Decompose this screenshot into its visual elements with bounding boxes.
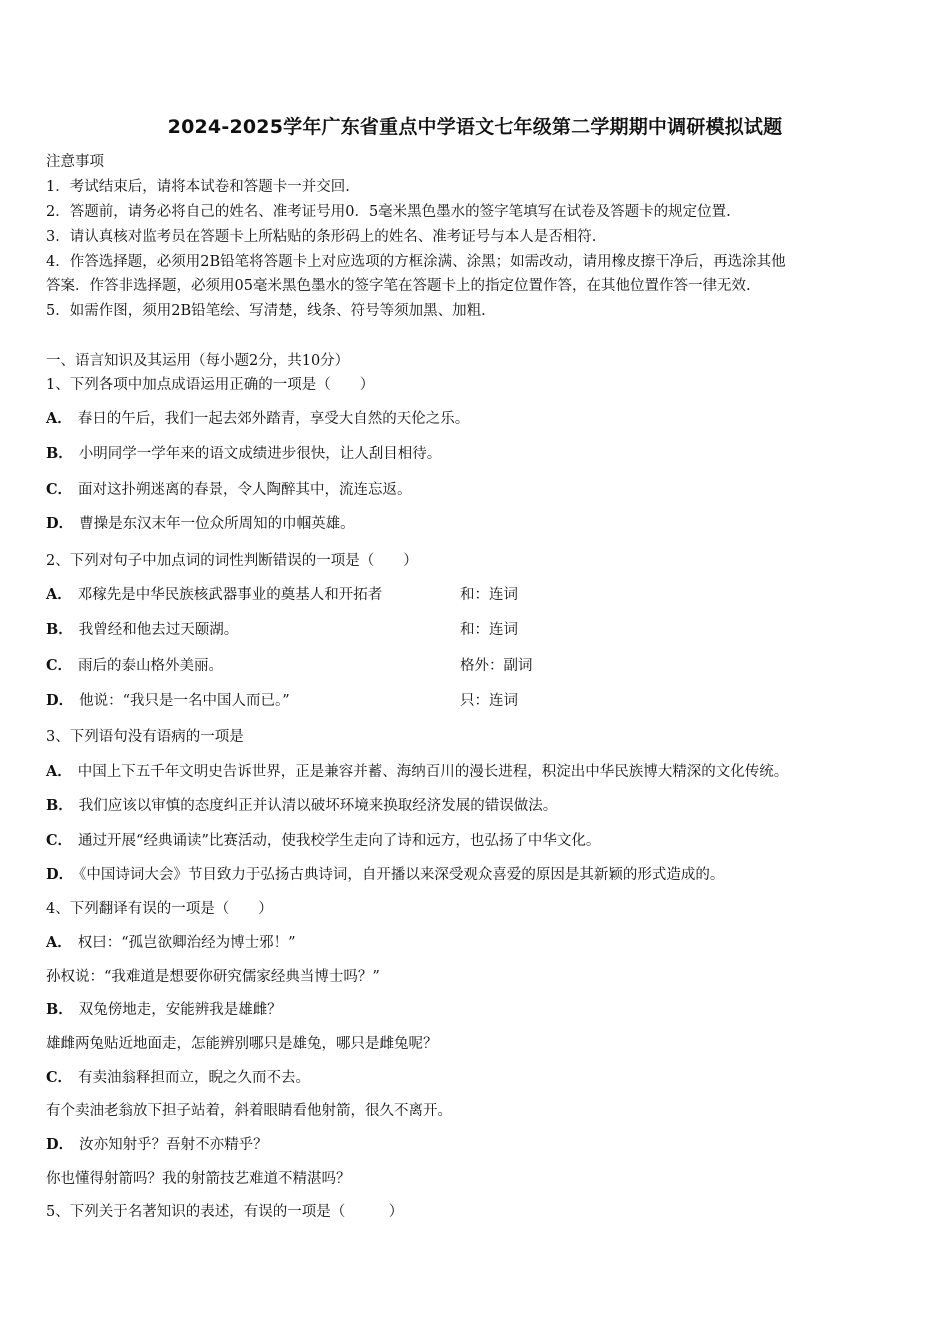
option-text: 我曾经和他去过天颐湖。 xyxy=(78,622,239,638)
option-text: 汝亦知射乎？吾射不亦精乎？ xyxy=(79,1137,268,1153)
option-label: D． xyxy=(46,1136,74,1153)
translation-text: 有个卖油老翁放下担子站着，斜着眼睛看他射箭，很久不离开。 xyxy=(46,1103,452,1119)
option-row xyxy=(46,1001,282,1019)
option-label: D． xyxy=(46,866,74,883)
option-label: B． xyxy=(46,797,73,814)
option-row xyxy=(46,934,296,952)
notice-item: 答案．作答非选择题，必须用05毫米黑色墨水的签字笔在答题卡上的指定位置作答，在其他位置作答一律无效. xyxy=(46,278,751,294)
option-label: D． xyxy=(46,515,74,532)
word-class-tag: 和：连词 xyxy=(460,622,518,638)
page-title: 2024-2025学年广东省重点中学语文七年级第二学期期中调研模拟试题 xyxy=(167,116,783,138)
option-text: 我们应该以审慎的态度纠正并认清以破坏环境来换取经济发展的错误做法。 xyxy=(78,798,558,814)
option-label: C． xyxy=(46,481,73,498)
option-row xyxy=(46,763,788,781)
option-row xyxy=(46,445,441,463)
option-row xyxy=(46,657,223,675)
option-row xyxy=(46,1136,268,1154)
option-label: C． xyxy=(46,832,73,849)
option-row xyxy=(46,586,382,604)
notice-item: 3．请认真核对监考员在答题卡上所粘贴的条形码上的姓名、准考证号与本人是否相符. xyxy=(46,229,597,245)
section-heading: 一、语言知识及其运用（每小题2分，共10分） xyxy=(46,353,350,369)
option-label: A． xyxy=(46,763,72,780)
option-row xyxy=(46,692,290,710)
option-text: 春日的午后，我们一起去郊外踏青，享受大自然的天伦之乐。 xyxy=(77,411,470,427)
option-label: B． xyxy=(46,445,73,462)
word-class-tag: 格外：副词 xyxy=(460,658,533,674)
word-class-tag: 和：连词 xyxy=(460,587,518,603)
option-text: 权曰：“孤岂欲卿治经为博士邪！” xyxy=(77,935,296,951)
question-stem: 2、下列对句子中加点词的词性判断错误的一项是（ ） xyxy=(46,553,418,569)
option-row xyxy=(46,866,724,884)
notice-item: 1．考试结束后，请将本试卷和答题卡一并交回. xyxy=(46,179,350,195)
option-text: 他说：“我只是一名中国人而已。” xyxy=(79,693,290,709)
translation-text: 你也懂得射箭吗？我的射箭技艺难道不精湛吗？ xyxy=(46,1171,351,1187)
option-row xyxy=(46,410,469,428)
translation-text: 孙权说：“我难道是想要你研究儒家经典当博士吗？” xyxy=(46,969,380,985)
option-label: A． xyxy=(46,586,72,603)
option-text: 面对这扑朔迷离的春景，令人陶醉其中，流连忘返。 xyxy=(78,482,412,498)
notice-heading: 注意事项 xyxy=(46,154,104,170)
option-text: 小明同学一学年来的语文成绩进步很快，让人刮目相待。 xyxy=(78,446,442,462)
option-row xyxy=(46,797,557,815)
question-stem: 4、下列翻译有误的一项是（ ） xyxy=(46,901,273,917)
option-row xyxy=(46,832,600,850)
option-text: 双兔傍地走，安能辨我是雄雌？ xyxy=(78,1002,282,1018)
option-label: A． xyxy=(46,934,72,951)
notice-item: 5．如需作图，须用2B铅笔绘、写清楚，线条、符号等须加黑、加粗. xyxy=(46,303,486,319)
option-label: B． xyxy=(46,1001,73,1018)
question-stem: 5、下列关于名著知识的表述，有误的一项是（ ） xyxy=(46,1204,404,1220)
option-text: 邓稼先是中华民族核武器事业的奠基人和开拓者 xyxy=(77,587,383,603)
option-text: 中国上下五千年文明史告诉世界，正是兼容并蓄、海纳百川的漫长进程，积淀出中华民族博大精深的文化传统。 xyxy=(77,764,789,780)
option-text: 有卖油翁释担而立，睨之久而不去。 xyxy=(78,1070,311,1086)
question-stem: 1、下列各项中加点成语运用正确的一项是（ ） xyxy=(46,377,375,393)
translation-text: 雄雌两兔贴近地面走，怎能辨别哪只是雄兔，哪只是雌兔呢？ xyxy=(46,1036,438,1052)
option-row xyxy=(46,515,355,533)
option-text: 《中国诗词大会》节目致力于弘扬古典诗词，自开播以来深受观众喜爱的原因是其新颖的形式造成的。 xyxy=(79,867,725,883)
word-class-tag: 只：连词 xyxy=(460,693,518,709)
question-stem: 3、下列语句没有语病的一项是 xyxy=(46,729,244,745)
option-text: 雨后的泰山格外美丽。 xyxy=(78,658,224,674)
option-row xyxy=(46,481,412,499)
option-row xyxy=(46,621,238,639)
option-row xyxy=(46,1069,310,1087)
option-text: 曹操是东汉末年一位众所周知的巾帼英雄。 xyxy=(79,516,355,532)
option-label: C． xyxy=(46,1069,73,1086)
option-text: 通过开展“经典诵读”比赛活动，使我校学生走向了诗和远方，也弘扬了中华文化。 xyxy=(78,833,601,849)
notice-item: 2．答题前，请务必将自己的姓名、准考证号用0．5毫米黑色墨水的签字笔填写在试卷及答题卡的规定位置. xyxy=(46,204,731,220)
option-label: A． xyxy=(46,410,72,427)
option-label: C． xyxy=(46,657,73,674)
option-label: B． xyxy=(46,621,73,638)
option-label: D． xyxy=(46,692,74,709)
notice-item: 4．作答选择题，必须用2B铅笔将答题卡上对应选项的方框涂满、涂黑；如需改动，请用橡皮擦干净后，再选涂其他 xyxy=(46,254,786,270)
